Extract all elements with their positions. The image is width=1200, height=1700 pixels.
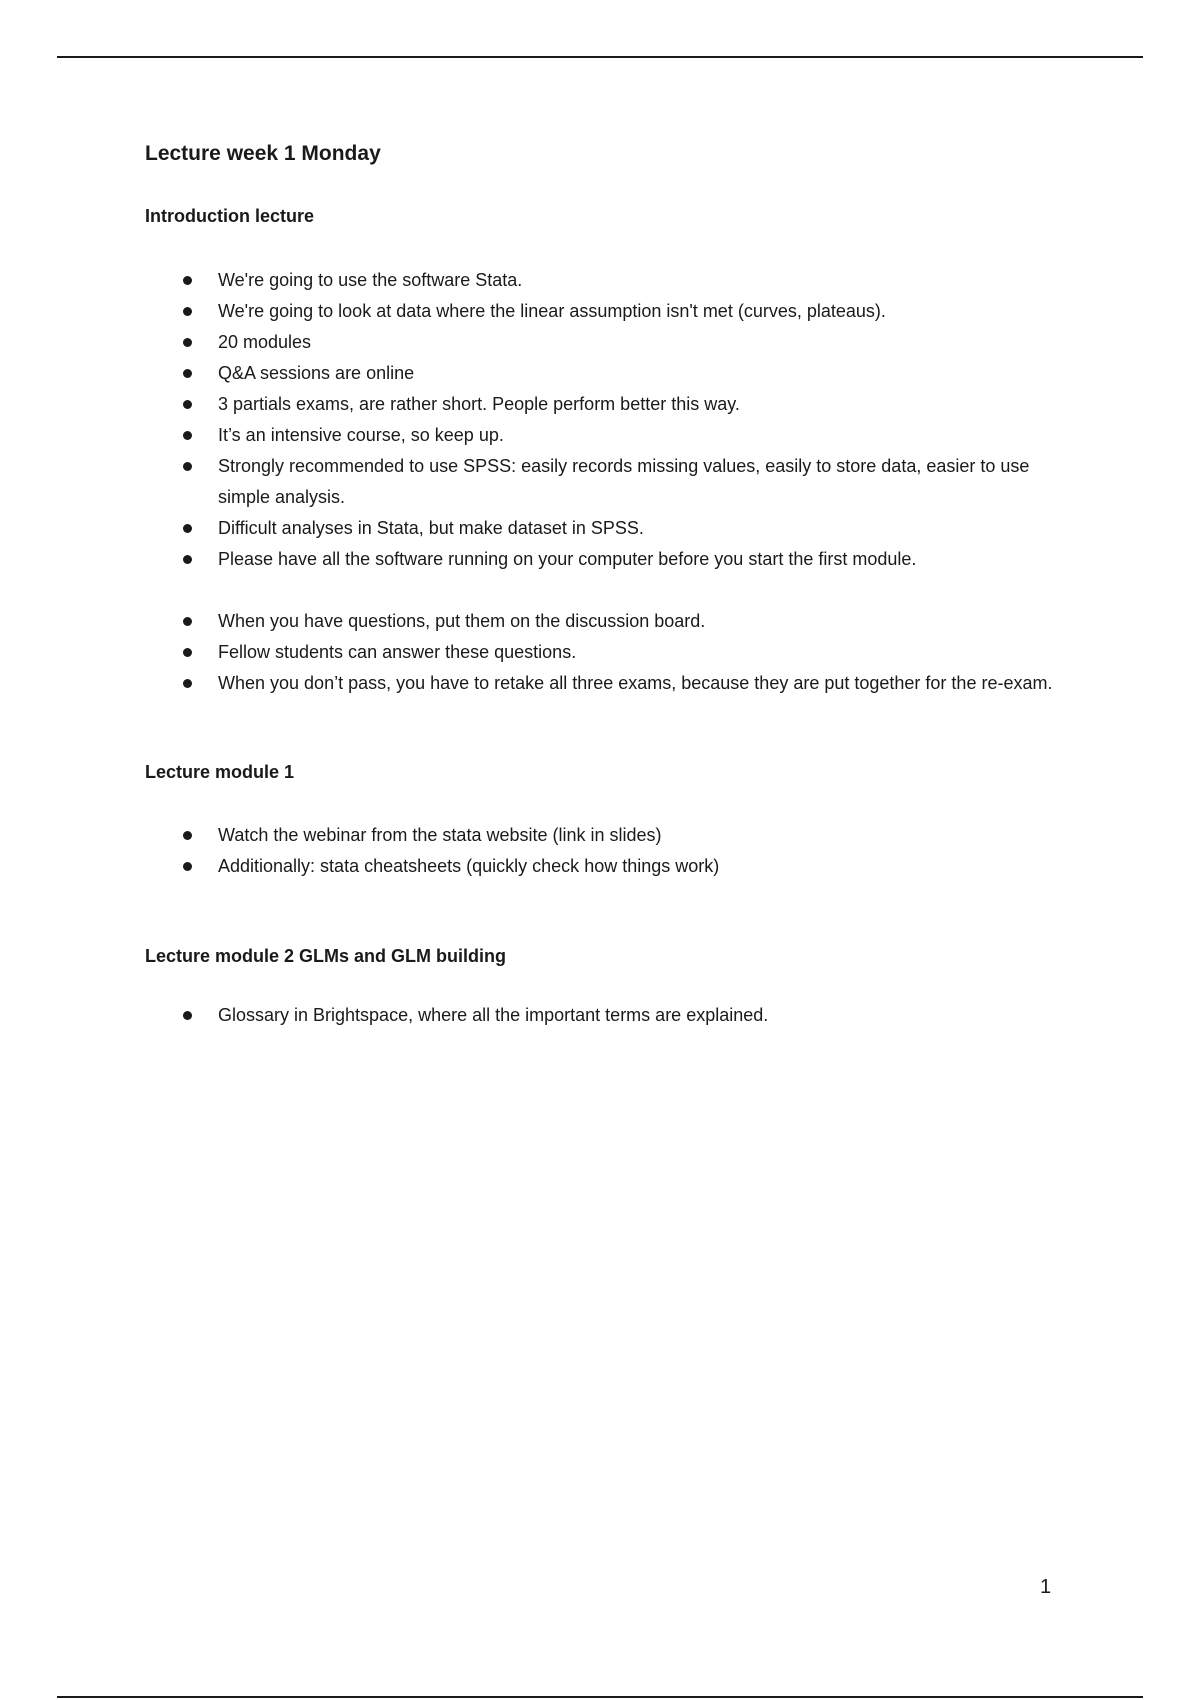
bullet-icon xyxy=(183,831,192,840)
list-item xyxy=(145,296,1065,327)
bullet-icon xyxy=(183,431,192,440)
bottom-rule xyxy=(57,1696,1143,1698)
list-item xyxy=(145,820,1065,851)
list-item-text: 20 modules xyxy=(218,331,312,352)
list-item xyxy=(145,668,1065,699)
bullet-icon xyxy=(183,862,192,871)
section-heading-module-1: Lecture module 1 xyxy=(145,761,295,782)
bullet-icon xyxy=(183,276,192,285)
list-item xyxy=(145,1000,1065,1031)
list-item xyxy=(145,451,1065,513)
list-item-text: 3 partials exams, are rather short. People perform better this way. xyxy=(218,393,740,414)
list-item xyxy=(145,389,1065,420)
bullet-icon xyxy=(183,555,192,564)
list-item xyxy=(145,544,1065,575)
section-heading-introduction: Introduction lecture xyxy=(145,206,315,227)
section-heading-module-2: Lecture module 2 GLMs and GLM building xyxy=(145,946,507,967)
page-body xyxy=(145,140,1065,1031)
list-item-text: Watch the webinar from the stata website (link in slides) xyxy=(218,825,662,846)
list-item-text: Please have all the software running on your computer before you start the first module. xyxy=(218,548,917,569)
bullet-icon xyxy=(183,1011,192,1020)
list-item-text: We're going to use the software Stata. xyxy=(218,269,523,290)
list-item-text: Difficult analyses in Stata, but make dataset in SPSS. xyxy=(218,517,644,538)
bullet-icon xyxy=(183,338,192,347)
bullet-icon xyxy=(183,679,192,688)
list-item xyxy=(145,327,1065,358)
list-item xyxy=(145,606,1065,637)
document-title: Lecture week 1 Monday xyxy=(145,142,381,165)
list-item-text: It’s an intensive course, so keep up. xyxy=(218,424,504,445)
list-item-text: We're going to look at data where the linear assumption isn't met (curves, plateaus). xyxy=(218,300,886,321)
bullet-list-module-1 xyxy=(145,820,1065,882)
list-item xyxy=(145,637,1065,668)
bullet-icon xyxy=(183,369,192,378)
bullet-list-introduction-1 xyxy=(145,265,1065,575)
list-item-text: Fellow students can answer these questions. xyxy=(218,641,577,662)
list-item-text: Strongly recommended to use SPSS: easily records missing values, easily to store data, easier to use simple analysis. xyxy=(218,455,1030,507)
page-number: 1 xyxy=(1040,1576,1052,1598)
list-item-text: Additionally: stata cheatsheets (quickly check how things work) xyxy=(218,856,720,877)
bullet-icon xyxy=(183,307,192,316)
list-item-text: When you have questions, put them on the discussion board. xyxy=(218,610,706,631)
list-item-text: When you don’t pass, you have to retake all three exams, because they are put together for the re-exam. xyxy=(218,672,1053,693)
list-item-text: Q&A sessions are online xyxy=(218,362,415,383)
list-item xyxy=(145,851,1065,882)
bullet-icon xyxy=(183,462,192,471)
bullet-icon xyxy=(183,524,192,533)
list-item-text: Glossary in Brightspace, where all the important terms are explained. xyxy=(218,1005,769,1026)
bullet-icon xyxy=(183,617,192,626)
bullet-icon xyxy=(183,400,192,409)
list-item xyxy=(145,420,1065,451)
list-item xyxy=(145,265,1065,296)
list-item xyxy=(145,513,1065,544)
bullet-list-module-2 xyxy=(145,1000,1065,1031)
top-rule xyxy=(57,56,1143,58)
bullet-list-introduction-2 xyxy=(145,606,1065,699)
list-item xyxy=(145,358,1065,389)
bullet-icon xyxy=(183,648,192,657)
